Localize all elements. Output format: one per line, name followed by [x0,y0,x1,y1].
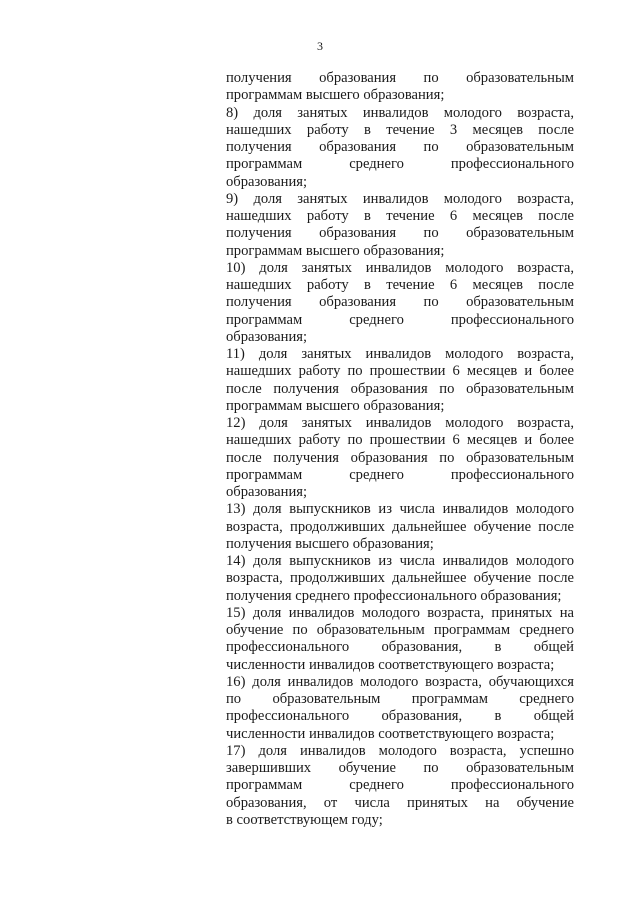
paragraph [226,743,574,829]
paragraph [226,501,574,553]
text-line: профессионального образования, в общей [226,639,574,656]
text-line: получения образования по образовательным [226,70,574,86]
text-line: образования, от числа принятых на обучение [226,794,574,811]
paragraph [226,191,574,260]
text-line: получения высшего образования; [226,535,434,552]
text-line: возраста, продолживших дальнейшее обучение после [226,570,574,587]
text-line: программам среднего профессионального [226,311,574,328]
text-line: 15) доля инвалидов молодого возраста, принятых на [226,604,574,621]
text-line: завершивших обучение по образовательным [226,760,574,776]
text-line: после получения образования по образовательным [226,380,574,397]
paragraph [226,605,574,674]
paragraph [226,260,574,346]
paragraph [226,674,574,743]
text-line: получения образования по образовательным [226,294,574,311]
page-number: 3 [317,39,323,53]
text-line: получения образования по образовательным [226,139,574,155]
text-line: возраста, продолживших дальнейшее обучение после [226,518,574,535]
text-line: программам высшего образования; [226,87,445,104]
text-line: нашедших работу по прошествии 6 месяцев и более [226,432,574,449]
text-line: 10) доля занятых инвалидов молодого возраста, [226,259,574,276]
text-line: по образовательным программам среднего [226,691,574,707]
text-line: численности инвалидов соответствующего возраста; [226,656,555,673]
text-line: программам среднего профессионального [226,777,574,794]
text-line: нашедших работу в течение 6 месяцев после [226,208,574,224]
text-line: 12) доля занятых инвалидов молодого возраста, [226,415,574,431]
text-line: образования; [226,328,308,345]
paragraph [226,105,574,191]
text-line: образования; [226,173,308,190]
text-line: обучение по образовательным программам среднего [226,622,574,638]
paragraph [226,70,574,105]
text-line: программам среднего профессионального [226,466,574,483]
paragraph [226,346,574,415]
text-line: 13) доля выпускников из числа инвалидов молодого [226,501,574,518]
text-line: программам высшего образования; [226,397,445,414]
text-line: 11) доля занятых инвалидов молодого возраста, [226,346,574,362]
text-line: 17) доля инвалидов молодого возраста, успешно [226,742,574,759]
text-line: 14) доля выпускников из числа инвалидов молодого [226,553,574,569]
text-line: нашедших работу в течение 3 месяцев после [226,121,574,138]
text-line: нашедших работу в течение 6 месяцев после [226,277,574,293]
text-line: в соответствующем году; [226,811,383,828]
text-line: получения образования по образовательным [226,225,574,242]
text-line: получения среднего профессионального образования; [226,587,562,604]
text-line: 9) доля занятых инвалидов молодого возраста, [226,190,574,207]
paragraph [226,415,574,501]
text-line: нашедших работу по прошествии 6 месяцев и более [226,363,574,380]
text-line: 8) доля занятых инвалидов молодого возраста, [226,104,574,121]
text-line: профессионального образования, в общей [226,708,574,725]
paragraph [226,553,574,605]
text-line: численности инвалидов соответствующего возраста; [226,725,555,742]
text-line: образования; [226,484,308,500]
text-line: программам среднего профессионального [226,156,574,173]
text-line: программам высшего образования; [226,242,445,259]
document-body [226,70,574,829]
text-line: после получения образования по образовательным [226,449,574,466]
text-line: 16) доля инвалидов молодого возраста, обучающихся [226,673,574,690]
